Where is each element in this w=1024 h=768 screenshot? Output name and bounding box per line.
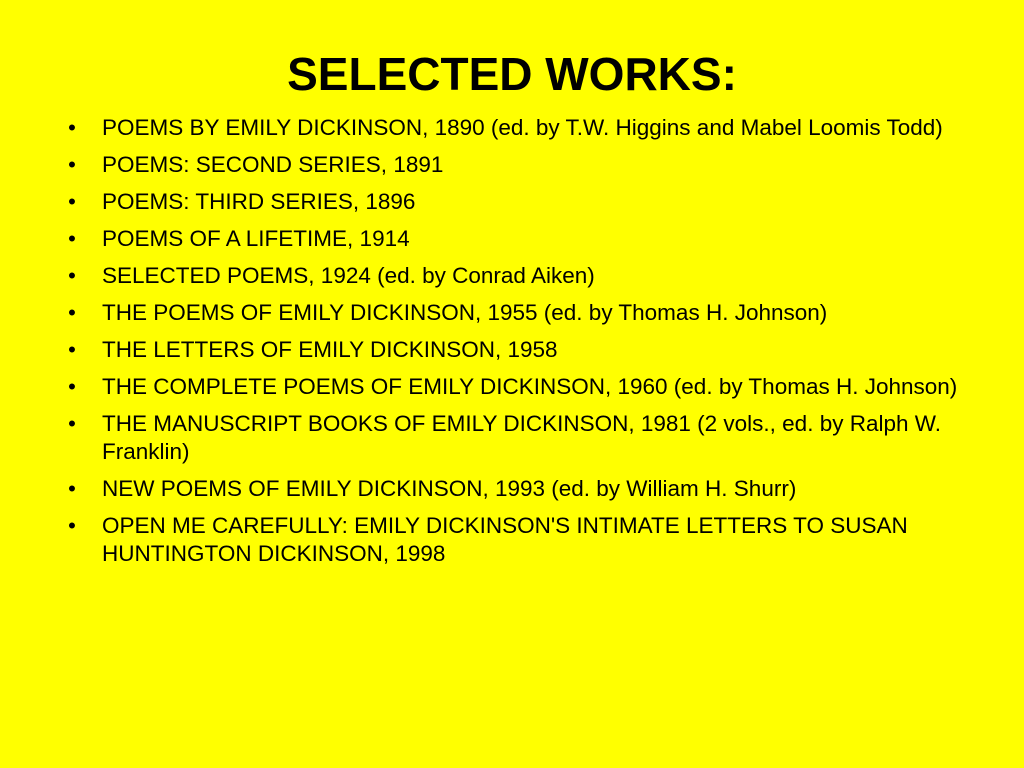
bullet-icon: • <box>68 300 76 325</box>
list-item <box>62 410 962 466</box>
slide-title: SELECTED WORKS: <box>287 48 737 100</box>
bullet-icon: • <box>68 152 76 177</box>
list-item-text: POEMS: SECOND SERIES, 1891 <box>102 152 444 177</box>
list-item-text: SELECTED POEMS, 1924 (ed. by Conrad Aiken) <box>102 263 595 288</box>
bullet-icon: • <box>68 189 76 214</box>
list-item-text: OPEN ME CAREFULLY: EMILY DICKINSON'S INTIMATE LETTERS TO SUSAN HUNTINGTON DICKINSON, 1998 <box>102 513 908 566</box>
bullet-icon: • <box>68 263 76 288</box>
list-item <box>62 373 962 401</box>
list-item <box>62 114 962 142</box>
list-item-text: POEMS OF A LIFETIME, 1914 <box>102 226 410 251</box>
list-item-text: POEMS: THIRD SERIES, 1896 <box>102 189 416 214</box>
list-item-text: POEMS BY EMILY DICKINSON, 1890 (ed. by T.W. Higgins and Mabel Loomis Todd) <box>102 115 943 140</box>
list-item <box>62 262 962 290</box>
bullet-icon: • <box>68 513 76 538</box>
list-item-text: THE COMPLETE POEMS OF EMILY DICKINSON, 1960 (ed. by Thomas H. Johnson) <box>102 374 958 399</box>
bullet-icon: • <box>68 115 76 140</box>
bullet-icon: • <box>68 374 76 399</box>
list-item-text: THE LETTERS OF EMILY DICKINSON, 1958 <box>102 337 558 362</box>
list-item <box>62 336 962 364</box>
bullet-icon: • <box>68 226 76 251</box>
bullet-icon: • <box>68 476 76 501</box>
list-item <box>62 512 962 568</box>
list-item <box>62 188 962 216</box>
list-item-text: NEW POEMS OF EMILY DICKINSON, 1993 (ed. by William H. Shurr) <box>102 476 797 501</box>
list-item <box>62 475 962 503</box>
bullet-icon: • <box>68 337 76 362</box>
list-item <box>62 225 962 253</box>
works-list <box>62 114 962 577</box>
list-item-text: THE MANUSCRIPT BOOKS OF EMILY DICKINSON, 1981 (2 vols., ed. by Ralph W. Franklin) <box>102 411 941 464</box>
bullet-icon: • <box>68 411 76 436</box>
list-item <box>62 151 962 179</box>
list-item <box>62 299 962 327</box>
list-item-text: THE POEMS OF EMILY DICKINSON, 1955 (ed. by Thomas H. Johnson) <box>102 300 828 325</box>
